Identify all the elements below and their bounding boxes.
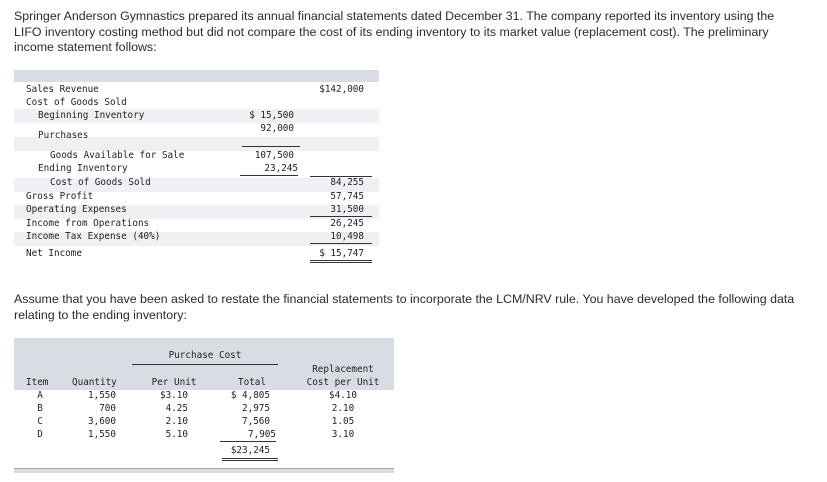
row-amount: 23,245	[240, 163, 298, 176]
row-amount: $ 15,500	[249, 110, 294, 121]
total-cell: 7,905	[220, 429, 276, 442]
table-header-band	[14, 70, 379, 82]
per-unit-cell: 5.10	[165, 429, 188, 440]
header-replacement-line1: Replacement	[312, 364, 374, 375]
row-label: Income Tax Expense (40%)	[26, 231, 161, 242]
replacement-cell: $4.10	[329, 390, 357, 401]
header-per-unit: Per Unit	[151, 377, 197, 388]
row-label: Goods Available for Sale	[50, 150, 185, 161]
per-unit-cell: 4.25	[165, 403, 188, 414]
row-amount: 26,245	[330, 218, 364, 229]
total-cell: 2,975	[242, 403, 270, 414]
total-cell: $ 4,805	[230, 390, 270, 401]
row-amount: $142,000	[319, 84, 364, 95]
header-total: Total	[238, 377, 266, 388]
quantity-cell: 3,600	[88, 416, 116, 427]
subtotal-rule	[310, 216, 372, 217]
inventory-data-table	[14, 338, 394, 473]
row-label: Beginning Inventory	[38, 110, 145, 121]
row-amount: 10,498	[330, 231, 364, 242]
row-label: Cost of Goods Sold	[50, 177, 151, 188]
replacement-cell: 1.05	[331, 416, 355, 427]
row-label: Income from Operations	[26, 218, 150, 229]
header-replacement-line2: Cost per Unit	[306, 377, 380, 388]
header-item: Item	[26, 377, 49, 388]
subtotal-rule	[242, 146, 300, 147]
row-amount: 31,500	[330, 204, 364, 215]
row-label: Purchases	[38, 130, 89, 141]
item-cell: C	[37, 416, 43, 427]
intro-paragraph: Springer Anderson Gymnastics prepared its annual financial statements dated December 31. The company reported its inventory using the LIFO inventory costing method but did not compare the cost of its ending inventory to its market value (replacement cost). The preliminary income statement follows:	[14, 9, 775, 54]
total-cell: 7,560	[242, 416, 270, 427]
item-cell: A	[37, 390, 43, 401]
row-label: Sales Revenue	[26, 84, 99, 95]
total-double-rule	[310, 260, 372, 263]
per-unit-cell: 2.10	[165, 416, 188, 427]
row-amount: 107,500	[254, 150, 294, 161]
quantity-cell: 1,550	[88, 429, 116, 440]
subtotal-rule	[310, 243, 372, 244]
row-label: Ending Inventory	[38, 163, 128, 174]
instruction-paragraph: Assume that you have been asked to restate the financial statements to incorporate the LCM/NRV rule. You have developed the following data relating to the ending inventory:	[14, 292, 795, 322]
row-label: Gross Profit	[26, 191, 94, 202]
row-amount: 84,255	[330, 177, 364, 188]
grand-total: $23,245	[230, 445, 270, 456]
row-label: Net Income	[26, 248, 82, 259]
group-header-rule	[132, 364, 278, 365]
item-cell: B	[37, 403, 43, 414]
replacement-cell: 2.10	[331, 403, 355, 414]
table-footer-band	[14, 468, 394, 473]
row-amount: 92,000	[260, 123, 294, 134]
income-statement-table	[14, 70, 379, 270]
total-double-rule	[222, 458, 278, 461]
row-label: Cost of Goods Sold	[26, 97, 127, 108]
row-label: Operating Expenses	[26, 204, 127, 215]
quantity-cell: 700	[99, 403, 116, 414]
group-header-purchase-cost: Purchase Cost	[168, 350, 242, 361]
row-amount: 57,745	[330, 191, 364, 202]
per-unit-cell: $3.10	[160, 390, 188, 401]
header-quantity: Quantity	[72, 377, 117, 388]
quantity-cell: 1,550	[88, 390, 116, 401]
net-income-amount: $ 15,747	[319, 248, 364, 259]
replacement-cell: 3.10	[331, 429, 355, 440]
item-cell: D	[37, 429, 43, 440]
